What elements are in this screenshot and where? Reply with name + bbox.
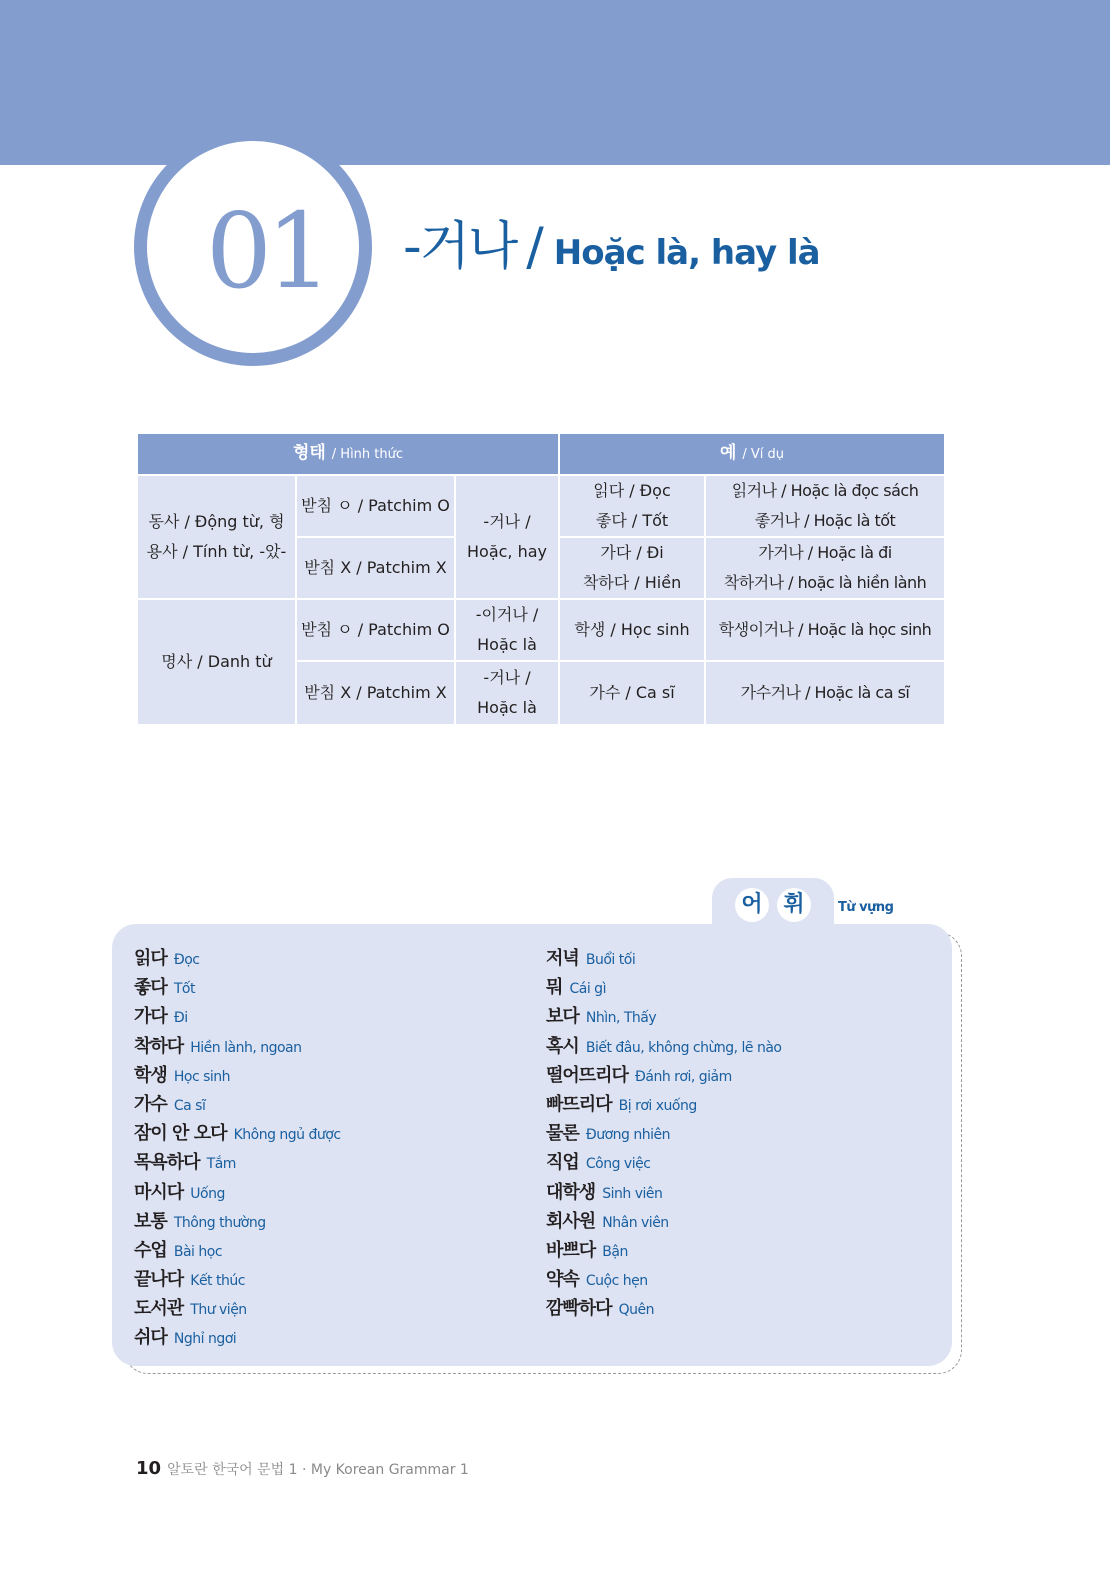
vocab-vietnamese: Bài học [173, 1243, 223, 1260]
vocab-item [134, 1032, 341, 1061]
vocab-vietnamese: Bị rơi xuống [618, 1097, 697, 1114]
chapter-number: 01 [205, 190, 327, 312]
vocab-item [546, 944, 782, 973]
vocab-korean: 떨어뜨리다 [546, 1064, 628, 1086]
vocab-item [134, 1148, 341, 1177]
vocab-vietnamese: Không ngủ được [233, 1127, 341, 1144]
vocab-vietnamese: Sinh viên [602, 1185, 663, 1202]
vocab-title-char: 휘 [777, 888, 811, 922]
vocab-korean: 회사원 [546, 1210, 596, 1232]
vocab-korean: 마시다 [134, 1181, 184, 1203]
vocab-korean: 목욕하다 [134, 1152, 200, 1174]
vocab-box [112, 924, 952, 1366]
vocab-item [134, 1061, 341, 1090]
condition-cell: 받침 ㅇ / Patchim O [296, 599, 455, 661]
vocab-vietnamese: Cuộc hẹn [585, 1273, 648, 1290]
vocab-korean: 좋다 [134, 977, 167, 999]
vocab-item [546, 1178, 782, 1207]
vocab-vietnamese: Kết thúc [190, 1273, 245, 1290]
vocab-item [134, 944, 341, 973]
vocab-vietnamese: Đương nhiên [585, 1127, 670, 1144]
ending-cell: -이거나 / Hoặc là [455, 599, 559, 661]
vocab-vietnamese: Công việc [585, 1156, 651, 1173]
vocab-vietnamese: Uống [190, 1185, 225, 1202]
header-band [0, 0, 1110, 165]
vocab-vietnamese: Ca sĩ [173, 1097, 206, 1114]
vocab-item [546, 973, 782, 1002]
vocab-korean: 가수 [134, 1093, 167, 1115]
vocab-korean: 쉬다 [134, 1327, 167, 1349]
vocab-vietnamese: Nghỉ ngơi [173, 1331, 237, 1348]
chapter-badge [134, 128, 372, 366]
vocab-vietnamese: Nhìn, Thấy [585, 1010, 657, 1027]
vocab-item [134, 973, 341, 1002]
vocab-korean: 보통 [134, 1210, 167, 1232]
vocab-korean: 빠뜨리다 [546, 1093, 612, 1115]
vocab-title [712, 888, 834, 922]
vocab-korean: 직업 [546, 1152, 579, 1174]
table-row [137, 599, 945, 661]
vocab-vietnamese: Đọc [173, 952, 200, 968]
vocab-item [134, 1090, 341, 1119]
vocab-item [546, 1119, 782, 1148]
vocab-korean: 착하다 [134, 1035, 184, 1057]
vocab-vietnamese: Tắm [206, 1156, 236, 1173]
vocab-korean: 바쁘다 [546, 1239, 596, 1261]
title-separator: / [526, 217, 544, 277]
category-cell: 명사 / Danh từ [137, 599, 296, 725]
example-result-cell: 가거나 / Hoặc là đi 착하거나 / hoặc là hiền lành [705, 537, 945, 599]
page-number: 10 [136, 1458, 162, 1479]
vocab-vietnamese: Thông thường [173, 1214, 266, 1231]
example-base-cell: 학생 / Học sinh [559, 599, 705, 661]
vocab-korean: 약속 [546, 1269, 579, 1291]
condition-cell: 받침 X / Patchim X [296, 537, 455, 599]
vocab-item [546, 1265, 782, 1294]
vocab-vietnamese: Hiền lành, ngoan [190, 1039, 302, 1056]
vocab-item [134, 1265, 341, 1294]
vocab-item [134, 1207, 341, 1236]
vocab-vietnamese: Tốt [173, 981, 195, 998]
vocab-list-left [134, 944, 341, 1353]
vocab-vietnamese: Buổi tối [585, 952, 636, 968]
vocab-list-right [546, 944, 782, 1323]
vocab-vietnamese: Biết đâu, không chừng, lẽ nào [585, 1039, 782, 1056]
vocab-item [546, 1090, 782, 1119]
vocab-korean: 물론 [546, 1123, 579, 1145]
vocab-vietnamese: Đánh rơi, giảm [635, 1068, 732, 1085]
vocab-korean: 뭐 [546, 977, 563, 999]
vocab-item [134, 1002, 341, 1031]
vocab-item [546, 1148, 782, 1177]
vocab-item [546, 1207, 782, 1236]
vocab-item [546, 1236, 782, 1265]
vocab-vietnamese: Cái gì [569, 981, 606, 998]
vocab-item [546, 1002, 782, 1031]
title-vietnamese: Hoặc là, hay là [553, 233, 820, 273]
vocab-item [546, 1294, 782, 1323]
vocab-korean: 대학생 [546, 1181, 596, 1203]
vocab-vietnamese: Quên [618, 1302, 655, 1319]
vocab-item [546, 1032, 782, 1061]
vocab-vietnamese: Đi [173, 1010, 188, 1027]
vocab-korean: 학생 [134, 1064, 167, 1086]
grammar-table [136, 432, 946, 726]
vocab-title-char: 어 [735, 888, 769, 922]
example-result-cell: 읽거나 / Hoặc là đọc sách 좋거나 / Hoặc là tốt [705, 475, 945, 537]
example-result-cell: 학생이거나 / Hoặc là học sinh [705, 599, 945, 661]
vocab-item [134, 1178, 341, 1207]
vocab-korean: 읽다 [134, 948, 167, 969]
vocab-item [134, 1294, 341, 1323]
vocab-vietnamese: Nhân viên [602, 1214, 669, 1231]
page-title [403, 212, 820, 282]
example-base-cell: 가다 / Đi 착하다 / Hiền [559, 537, 705, 599]
vocab-item [134, 1119, 341, 1148]
table-header-row [137, 433, 945, 475]
vocab-vietnamese: Thư viện [190, 1302, 247, 1319]
vocab-vietnamese: Bận [602, 1243, 628, 1260]
vocab-korean: 끝나다 [134, 1269, 184, 1291]
ending-cell: -거나 / Hoặc là [455, 661, 559, 725]
vocab-korean: 도서관 [134, 1298, 184, 1320]
header-form: 형태 / Hình thức [137, 433, 559, 475]
vocab-korean: 수업 [134, 1239, 167, 1261]
vocab-korean: 잠이 안 오다 [134, 1123, 227, 1145]
page-footer [136, 1458, 469, 1479]
vocab-item [134, 1236, 341, 1265]
condition-cell: 받침 X / Patchim X [296, 661, 455, 725]
vocab-korean: 저녁 [546, 948, 579, 969]
vocab-korean: 가다 [134, 1006, 167, 1028]
header-example: 예 / Ví dụ [559, 433, 945, 475]
example-result-cell: 가수거나 / Hoặc là ca sĩ [705, 661, 945, 725]
vocab-korean: 보다 [546, 1006, 579, 1028]
title-korean: -거나 [403, 217, 517, 277]
vocab-vietnamese: Học sinh [173, 1068, 231, 1085]
category-cell: 동사 / Động từ, 형용사 / Tính từ, -았- [137, 475, 296, 599]
vocab-label: Từ vựng [838, 900, 894, 915]
table-row [137, 475, 945, 537]
vocab-item [134, 1323, 341, 1352]
vocab-korean: 혹시 [546, 1035, 579, 1057]
condition-cell: 받침 ㅇ / Patchim O [296, 475, 455, 537]
example-base-cell: 가수 / Ca sĩ [559, 661, 705, 725]
ending-cell: -거나 / Hoặc, hay [455, 475, 559, 599]
vocab-korean: 깜빡하다 [546, 1298, 612, 1320]
vocab-item [546, 1061, 782, 1090]
example-base-cell: 읽다 / Đọc 좋다 / Tốt [559, 475, 705, 537]
book-title: 알토란 한국어 문법 1 · My Korean Grammar 1 [167, 1462, 469, 1478]
